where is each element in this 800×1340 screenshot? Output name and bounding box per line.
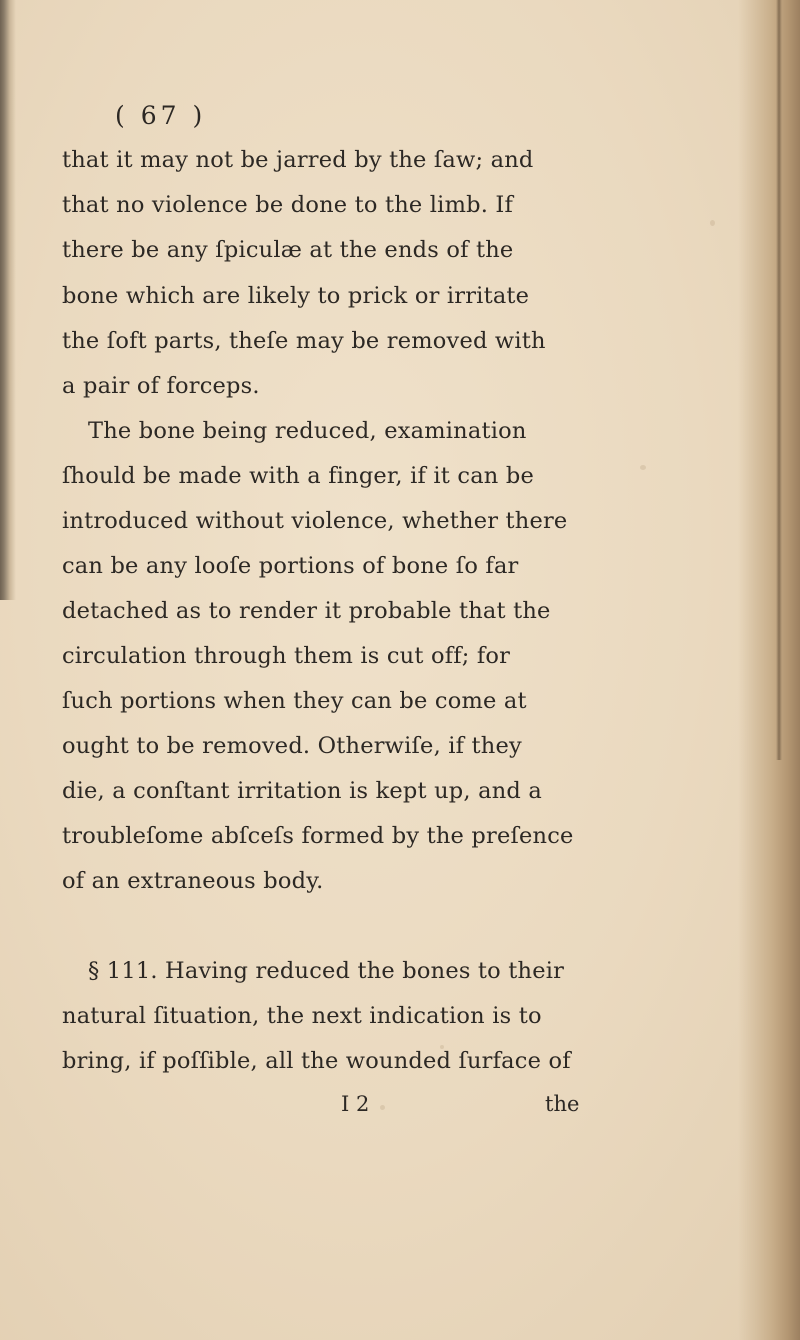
foxing-spot: [710, 220, 715, 226]
signature-mark: I 2: [341, 1092, 370, 1116]
foxing-spot: [640, 465, 646, 470]
catchword: the: [545, 1092, 580, 1116]
foxing-spot: [380, 1105, 385, 1110]
text-line: there be any ſpiculæ at the ends of the: [62, 237, 514, 263]
text-line: troubleſome abſceſs formed by the preſence: [62, 823, 574, 849]
text-line: that no violence be done to the limb. If: [62, 192, 514, 218]
page-left-edge: [0, 0, 16, 600]
text-line: can be any looſe portions of bone ſo far: [62, 553, 519, 579]
page-right-edge: [738, 0, 800, 1340]
text-line: that it may not be jarred by the ſaw; and: [62, 147, 534, 173]
text-line: natural ſituation, the next indication is to: [62, 1003, 542, 1029]
text-line: ought to be removed. Otherwiſe, if they: [62, 733, 522, 759]
text-line: ſhould be made with a finger, if it can be: [62, 463, 534, 489]
text-line: § 111. Having reduced the bones to their: [88, 958, 565, 984]
text-line: of an extraneous body.: [62, 868, 324, 894]
text-line: a pair of forceps.: [62, 373, 260, 399]
text-line: ſuch portions when they can be come at: [62, 688, 527, 714]
text-line: introduced without violence, whether there: [62, 508, 568, 534]
text-line: die, a conſtant irritation is kept up, and a: [62, 778, 542, 804]
page-gutter-shadow: [776, 0, 782, 760]
text-line: detached as to render it probable that the: [62, 598, 551, 624]
text-line: circulation through them is cut off; for: [62, 643, 511, 669]
text-line: bring, if poſſible, all the wounded ſurface of: [62, 1048, 571, 1074]
page-number-header: ( 67 ): [115, 101, 207, 130]
text-line: bone which are likely to prick or irritate: [62, 283, 530, 309]
text-line: the ſoft parts, theſe may be removed with: [62, 328, 546, 354]
text-line: The bone being reduced, examination: [88, 418, 527, 444]
